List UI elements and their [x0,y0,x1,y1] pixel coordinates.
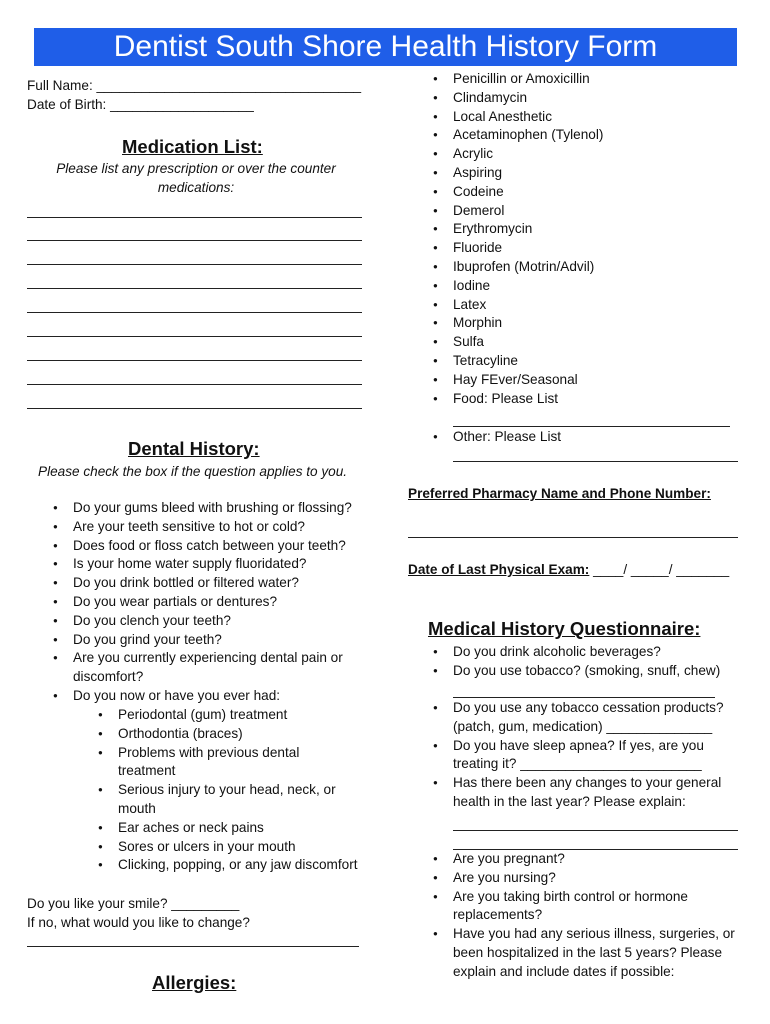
medical-question[interactable]: ● Have you had any serious illness, surgeries, or been hospitalized in the last 5 years? Please explain and include dates if possible: [453,925,748,981]
tobacco-line[interactable] [453,697,715,698]
dental-question[interactable]: ● Are you currently experiencing dental pain or discomfort? [73,649,358,687]
dental-instruction: Please check the box if the question applies to you. [38,464,348,479]
allergy-list [453,70,743,408]
medical-question[interactable]: ● Are you pregnant? [453,850,748,869]
medication-line[interactable] [27,288,362,289]
dental-question[interactable]: ● Does food or floss catch between your teeth? [73,537,363,556]
medical-question[interactable]: ● Do you drink alcoholic beverages? [453,643,748,662]
pharmacy-line[interactable] [408,537,738,538]
physical-exam-label: Date of Last Physical Exam: [408,562,590,577]
dental-subitem[interactable]: ● Problems with previous dental treatment [118,744,318,782]
other-allergy-list [453,428,733,447]
medical-question[interactable]: ● Are you nursing? [453,869,748,888]
allergy-item[interactable]: ● Ibuprofen (Motrin/Advil) [453,258,743,277]
medication-line[interactable] [27,360,362,361]
allergy-item[interactable]: ● Acetaminophen (Tylenol) [453,126,743,145]
medication-line[interactable] [27,336,362,337]
allergy-item[interactable]: ● Penicillin or Amoxicillin [453,70,743,89]
medical-question[interactable]: ● Has there been any changes to your general health in the last year? Please explain: [453,774,748,812]
physical-exam-date[interactable]: ____/ _____/ _______ [589,562,730,577]
dental-question[interactable]: ● Do your gums bleed with brushing or flossing? [73,499,363,518]
dental-question[interactable]: ● Is your home water supply fluoridated? [73,555,363,574]
dental-heading: Dental History: [128,438,260,459]
medication-line[interactable] [27,312,362,313]
dental-question[interactable]: ● Do you clench your teeth? [73,612,363,631]
allergy-item[interactable]: ● Hay FEver/Seasonal [453,371,743,390]
dental-subitem[interactable]: ● Clicking, popping, or any jaw discomfort [118,856,366,875]
allergy-item[interactable]: ● Clindamycin [453,89,743,108]
medical-question[interactable]: ● Are you taking birth control or hormone replacements? [453,888,748,926]
medical-question-list [453,699,748,812]
medication-line[interactable] [27,408,362,409]
allergy-item[interactable]: ● Iodine [453,277,743,296]
dental-question[interactable]: ● Do you drink bottled or filtered water? [73,574,363,593]
form-title: Dentist South Shore Health History Form [34,28,737,66]
allergy-item[interactable]: ● Demerol [453,202,743,221]
medical-question[interactable]: ● Do you use any tobacco cessation products? (patch, gum, medication) ______________ [453,699,748,737]
dental-subitem[interactable]: ● Periodontal (gum) treatment [118,706,366,725]
health-change-line[interactable] [453,830,738,831]
dental-subitem[interactable]: ● Orthodontia (braces) [118,725,366,744]
allergy-item[interactable]: ● Fluoride [453,239,743,258]
medical-question[interactable]: ● Do you have sleep apnea? If yes, are you treating it? ________________________ [453,737,748,775]
food-allergy-line[interactable] [453,426,730,427]
physical-exam-row [408,560,729,579]
medication-line[interactable] [27,264,362,265]
change-question: If no, what would you like to change? [27,915,250,930]
allergy-item[interactable]: ● Aspiring [453,164,743,183]
allergy-item[interactable]: ● Erythromycin [453,220,743,239]
full-name-field[interactable]: Full Name: ___________________________________ [27,78,362,93]
allergy-item[interactable]: ● Local Anesthetic [453,108,743,127]
allergy-item-other[interactable]: ● Other: Please List [453,428,733,447]
dental-question[interactable]: ● Do you now or have you ever had: [73,687,363,706]
dental-question[interactable]: ● Are your teeth sensitive to hot or cold? [73,518,363,537]
allergies-heading: Allergies: [152,972,237,993]
pharmacy-label: Preferred Pharmacy Name and Phone Number: [408,486,711,501]
medication-line[interactable] [27,217,362,218]
allergy-item[interactable]: ● Tetracyline [453,352,743,371]
medical-question-list [453,643,748,681]
smile-question[interactable]: Do you like your smile? _________ [27,896,240,911]
medication-heading: Medication List: [122,136,263,157]
dental-question[interactable]: ● Do you grind your teeth? [73,631,363,650]
dental-question-list [73,499,363,706]
allergy-item[interactable]: ● Food: Please List [453,390,743,409]
medical-question-list [453,850,748,982]
dob-field[interactable]: Date of Birth: ___________________ [27,97,254,112]
dental-subitem[interactable]: ● Ear aches or neck pains [118,819,366,838]
medical-question[interactable]: ● Do you use tobacco? (smoking, snuff, chew) [453,662,748,681]
allergy-item[interactable]: ● Sulfa [453,333,743,352]
allergy-item[interactable]: ● Acrylic [453,145,743,164]
dental-subitem-list [118,706,366,875]
dental-subitem[interactable]: ● Sores or ulcers in your mouth [118,838,366,857]
other-allergy-line[interactable] [453,461,738,462]
medical-heading: Medical History Questionnaire: [428,618,701,639]
medication-line[interactable] [27,240,362,241]
allergy-item[interactable]: ● Codeine [453,183,743,202]
dental-subitem[interactable]: ● Serious injury to your head, neck, or mouth [118,781,348,819]
medication-line[interactable] [27,384,362,385]
allergy-item[interactable]: ● Morphin [453,314,743,333]
change-answer-line[interactable] [27,946,359,947]
allergy-item[interactable]: ● Latex [453,296,743,315]
medication-instruction: Please list any prescription or over the counter medications: [56,161,336,195]
dental-question[interactable]: ● Do you wear partials or dentures? [73,593,363,612]
